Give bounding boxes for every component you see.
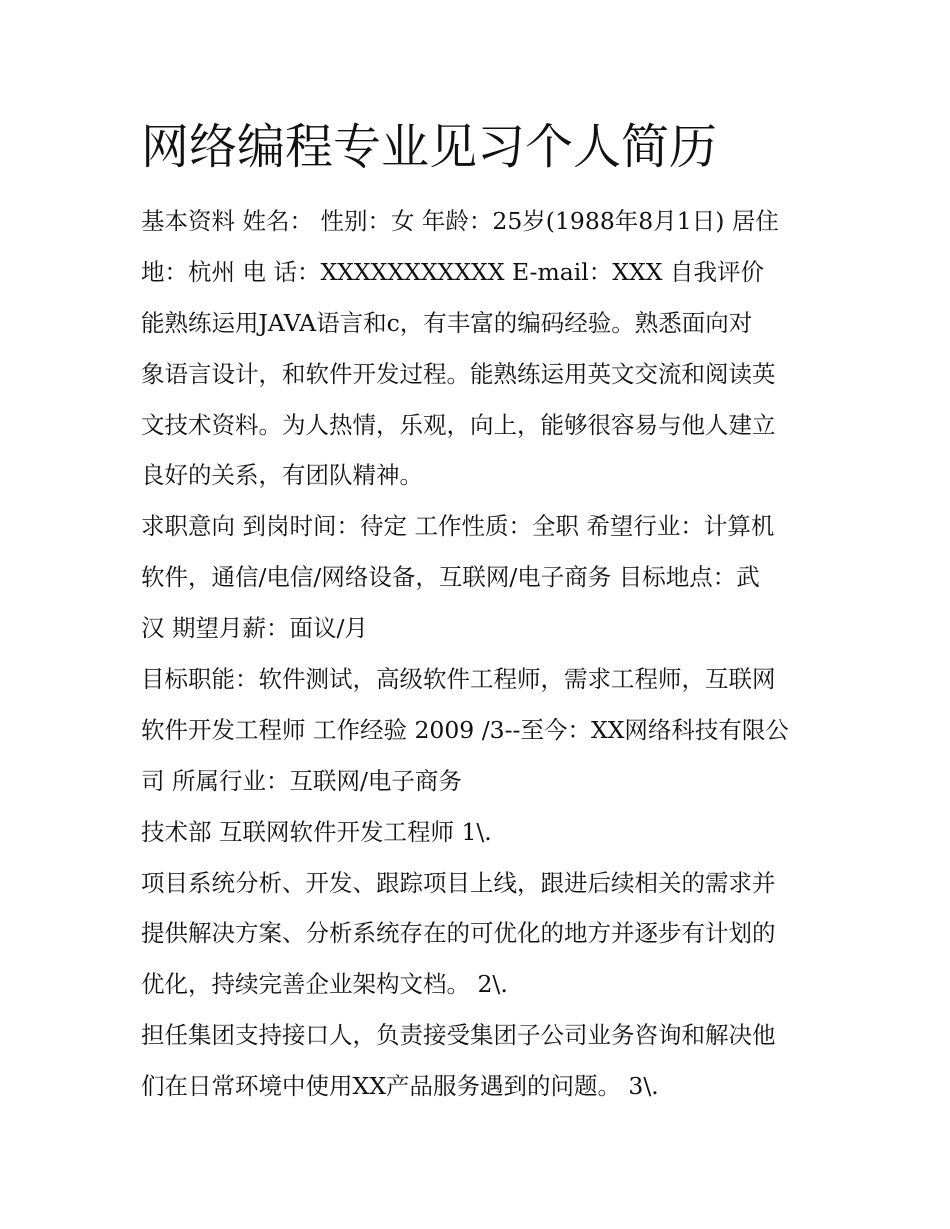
text-line: 目标职能：软件测试，高级软件工程师，需求工程师，互联网 xyxy=(141,665,776,694)
text-line: 良好的关系，有团队精神。 xyxy=(141,461,423,490)
text-line: 担任集团支持接口人，负责接受集团子公司业务咨询和解决他 xyxy=(141,1021,776,1050)
text-line: 优化，持续完善企业架构文档。 2\. xyxy=(141,970,508,999)
text-line: 技术部 互联网软件开发工程师 1\. xyxy=(141,817,492,846)
text-line: 基本资料 姓名： 性别：女 年龄：25岁(1988年8月1日) 居住 xyxy=(141,207,779,235)
text-line: 司 所属行业：互联网/电子商务 xyxy=(141,766,462,795)
resume-body xyxy=(141,196,816,1112)
text-line: 软件，通信/电信/网络设备，互联网/电子商务 目标地点：武 xyxy=(141,563,760,592)
text-line: 文技术资料。为人热情，乐观，向上，能够很容易与他人建立 xyxy=(141,410,776,439)
page-title: 网络编程专业见习个人简历 xyxy=(141,119,718,175)
text-line: 们在日常环境中使用XX产品服务遇到的问题。 3\. xyxy=(141,1072,659,1101)
text-line: 提供解决方案、分析系统存在的可优化的地方并逐步有计划的 xyxy=(141,919,776,948)
text-line: 地：杭州 电 话：XXXXXXXXXXX E-mail：XXX 自我评价 xyxy=(141,257,764,286)
text-line: 象语言设计，和软件开发过程。能熟练运用英文交流和阅读英 xyxy=(141,359,776,388)
text-line: 项目系统分析、开发、跟踪项目上线，跟进后续相关的需求并 xyxy=(141,868,776,897)
text-line: 能熟练运用JAVA语言和c，有丰富的编码经验。熟悉面向对 xyxy=(141,308,753,337)
text-line: 软件开发工程师 工作经验 2009 /3--至今：XX网络科技有限公 xyxy=(141,715,789,744)
text-line: 汉 期望月薪：面议/月 xyxy=(141,614,368,643)
text-line: 求职意向 到岗时间：待定 工作性质：全职 希望行业：计算机 xyxy=(141,512,775,541)
